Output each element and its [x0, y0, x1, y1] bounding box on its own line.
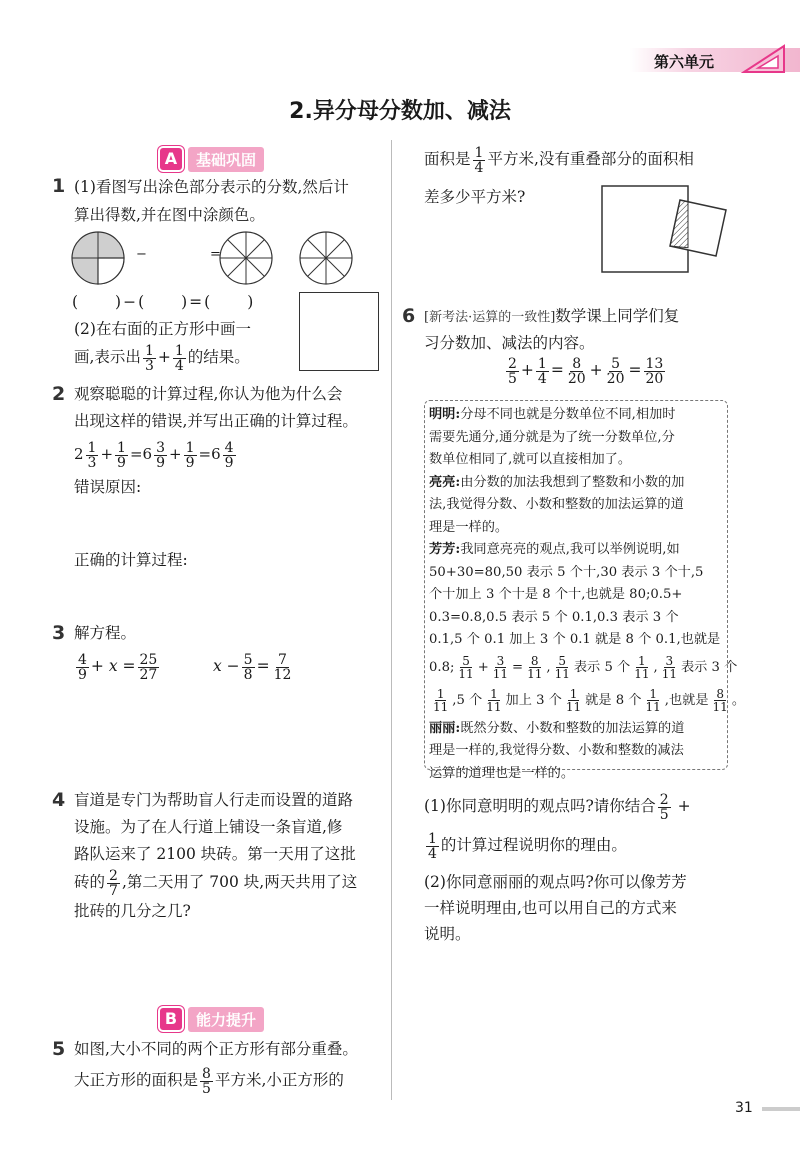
q6-sub2-line2: 一样说明理由,也可以用自己的方式来 — [424, 899, 677, 917]
q1-answer-blanks[interactable]: ( )−( )=( ) — [72, 293, 256, 311]
section-b-badge — [158, 1006, 264, 1032]
q3-equation-2: x − $\frac{5}{8}$ = $\frac{7}{12}$ — [213, 651, 292, 683]
section-a-label: 基础巩固 — [188, 147, 264, 172]
q3-label: 解方程。 — [74, 624, 137, 642]
question-number: 6 — [402, 305, 416, 327]
unit-tab — [630, 44, 800, 76]
footer-bar — [762, 1107, 800, 1111]
q4-line3: 路队运来了 2100 块砖。第一天用了这批 — [74, 845, 356, 863]
q6-line1: [新考法·运算的一致性]数学课上同学们复 — [424, 307, 680, 325]
q6-sub2-line3: 说明。 — [424, 925, 471, 943]
q3-equation-1: $\frac{4}{9}$ + x = $\frac{25}{27}$ — [78, 651, 158, 683]
q5-line4: 差多少平方米? — [424, 188, 526, 206]
q2-line1: 观察聪聪的计算过程,你认为他为什么会 — [74, 385, 343, 403]
q4-line4: 砖的 $\frac{2}{7}$ ,第二天用了 700 块,两天共用了这 — [74, 867, 358, 899]
q4-line5: 批砖的几分之几? — [74, 902, 191, 920]
page-title: 2.异分母分数加、减法 — [289, 99, 511, 124]
section-a-badge — [158, 146, 264, 172]
q6-line2: 习分数加、减法的内容。 — [424, 334, 595, 352]
q2-line2: 出现这样的错误,并写出正确的计算过程。 — [74, 412, 358, 430]
q1-equals-sign: = — [210, 247, 221, 262]
triangle-ruler-icon — [740, 44, 788, 74]
section-b-letter: B — [158, 1006, 184, 1032]
q4-line1: 盲道是专门为帮助盲人行走而设置的道路 — [74, 791, 354, 809]
section-a-letter: A — [158, 146, 184, 172]
q1-line1: (1)看图写出涂色部分表示的分数,然后计 — [74, 178, 349, 196]
q2-calculation: 2 $\frac{1}{3}$ + $\frac{1}{9}$ =6 $\frac{3}{9}$ + $\frac{1}{9}$ =6 $\frac{4}{9}$ — [74, 439, 234, 471]
q4-line2: 设施。为了在人行道上铺设一条盲道,修 — [74, 818, 343, 836]
q6-tag: [新考法·运算的一致性] — [424, 310, 556, 325]
circle-three — [300, 232, 352, 284]
q5-line2: 大正方形的面积是 $\frac{8}{5}$ 平方米,小正方形的 — [74, 1065, 344, 1097]
question-number: 2 — [52, 383, 66, 405]
q6-sub1-line2: $\frac{1}{4}$ 的计算过程说明你的理由。 — [428, 830, 627, 862]
q1-line2: 算出得数,并在图中涂颜色。 — [74, 206, 265, 224]
q1-square[interactable] — [299, 292, 379, 371]
q6-sub2-line1: (2)你同意丽丽的观点吗?你可以像芳芳 — [424, 873, 687, 891]
discussion-box: 明明:分母不同也就是分数单位不同,相加时 需要先通分,通分就是为了统一分数单位,分 数单位相同了,就可以直接相加了。 亮亮:由分数的加法我想到了整数和小数的加 法,我觉得分数、小数和整数的加法运算的道 理是一样的。 芳芳:我同意亮亮的观点,我可以举例说明,如 50+30=80,50 表示 5 个十,30 表示 3 个十,5 个十加上 3 个十是 8 个十,也就是 80;0.5+ 0.3=0.8,0.5 表示 5 个 0.1,0.3 表示 3 个 0.1,5 个 0.1 加上 3 个 0.1 就是 8 个 0.1,也就是 0.8; $\frac{5}{11}$ + $\frac{3}{11}$ = $\frac{8}{11}$ , $\frac{5}{11}$ 表示 5 个 $\frac{1}{11}$ , $\frac{3}{11}$ 表示 3 个 $\frac{1}{11}$ ,5 个 $\frac{1}{11}$ 加上 3 个 $\frac{1}{11}$ 就是 8 个 $\frac{1}{11}$ ,也就是 $\frac{8}{11}$ 。 丽丽:既然分数、小数和整数的加法运算的道 理是一样的,我觉得分数、小数和整数的减法 运算的道理也是一样的。 — [424, 400, 728, 770]
q5-line3: 面积是 $\frac{1}{4}$ 平方米,没有重叠部分的面积相 — [424, 144, 694, 176]
q2-correct-label: 正确的计算过程: — [74, 551, 188, 569]
question-number: 1 — [52, 175, 66, 197]
q1-minus-sign: − — [136, 247, 147, 262]
q5-overlapping-squares — [600, 184, 760, 276]
circle-one — [72, 232, 124, 284]
page-number: 31 — [735, 1100, 753, 1116]
q6-equation: $\frac{2}{5}$ + $\frac{1}{4}$ = $\frac{8}{20}$ + $\frac{5}{20}$ = $\frac{13}{20}$ — [508, 355, 664, 387]
unit-label: 第六单元 — [654, 53, 715, 71]
q6-sub1-line1: (1)你同意明明的观点吗?请你结合 $\frac{2}{5}$ + — [424, 791, 691, 823]
question-number: 5 — [52, 1038, 66, 1060]
circle-two — [220, 232, 272, 284]
section-b-label: 能力提升 — [188, 1007, 264, 1032]
q1-part2-line1: (2)在右面的正方形中画一 — [74, 320, 251, 338]
q5-line1: 如图,大小不同的两个正方形有部分重叠。 — [74, 1040, 358, 1058]
question-number: 3 — [52, 622, 66, 644]
q2-reason-label: 错误原因: — [74, 478, 142, 496]
question-number: 4 — [52, 789, 66, 811]
column-divider — [391, 140, 392, 1100]
q1-part2-line2: 画,表示出 $\frac{1}{3}$ + $\frac{1}{4}$ 的结果。 — [74, 342, 250, 374]
